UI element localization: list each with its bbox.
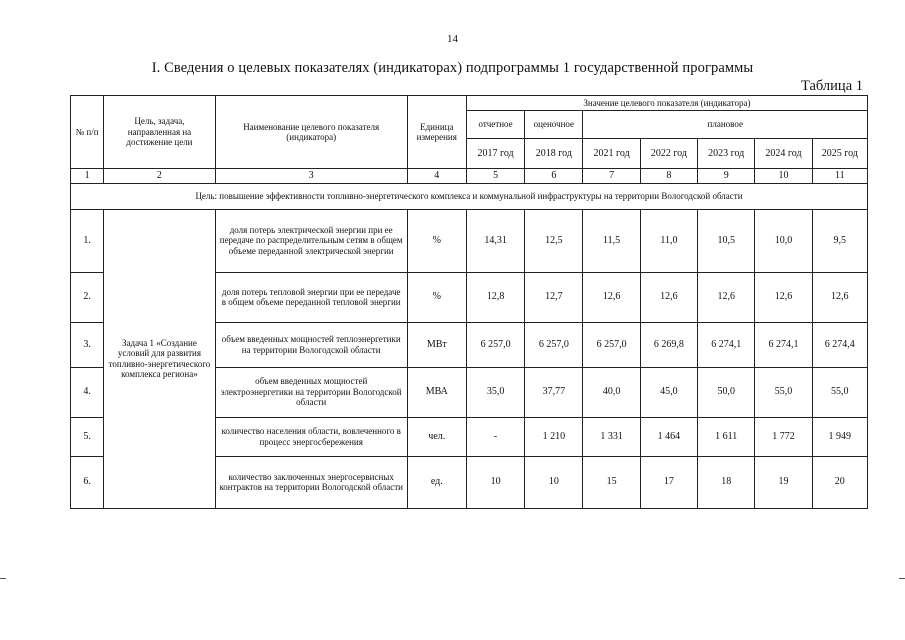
indicator-name: количество заключенных энергосервисных контрактов на территории Вологодской области <box>215 456 407 508</box>
indicator-unit: МВт <box>407 322 466 367</box>
value-cell: 12,6 <box>640 272 697 322</box>
header-no: № п/п <box>71 96 104 169</box>
column-number: 10 <box>755 169 812 184</box>
value-cell: 1 210 <box>525 417 583 456</box>
value-cell: 1 331 <box>583 417 640 456</box>
value-cell: 55,0 <box>755 367 812 417</box>
header-unit: Единица измерения <box>407 96 466 169</box>
value-cell: 1 464 <box>640 417 697 456</box>
value-cell: 6 257,0 <box>525 322 583 367</box>
value-cell: 1 772 <box>755 417 812 456</box>
value-cell: 6 274,4 <box>812 322 867 367</box>
column-number: 3 <box>215 169 407 184</box>
column-number: 8 <box>640 169 697 184</box>
value-cell: 14,31 <box>466 209 524 272</box>
task-cell: Задача 1 «Создание условий для развития топливно-энергетического комплекса региона» <box>104 209 216 508</box>
value-cell: 12,6 <box>812 272 867 322</box>
value-cell: 37,77 <box>525 367 583 417</box>
indicator-name: доля потерь тепловой энергии при ее передаче в общем объеме переданной тепловой энергии <box>215 272 407 322</box>
value-cell: - <box>466 417 524 456</box>
header-year: 2023 год <box>698 139 755 169</box>
row-number: 2. <box>71 272 104 322</box>
value-cell: 55,0 <box>812 367 867 417</box>
indicator-name: объем введенных мощностей теплоэнергетики на территории Вологодской области <box>215 322 407 367</box>
row-number: 4. <box>71 367 104 417</box>
header-indicator-name: Наименование целевого показателя (индикатора) <box>215 96 407 169</box>
value-cell: 9,5 <box>812 209 867 272</box>
header-year: 2022 год <box>640 139 697 169</box>
indicator-unit: % <box>407 272 466 322</box>
value-cell: 17 <box>640 456 697 508</box>
value-cell: 10 <box>525 456 583 508</box>
value-cell: 12,6 <box>583 272 640 322</box>
header-year: 2021 год <box>583 139 640 169</box>
value-cell: 12,6 <box>755 272 812 322</box>
column-number: 7 <box>583 169 640 184</box>
indicator-name: количество населения области, вовлеченного в процесс энергосбережения <box>215 417 407 456</box>
value-cell: 11,5 <box>583 209 640 272</box>
header-row-1 <box>71 96 868 111</box>
value-cell: 6 257,0 <box>583 322 640 367</box>
row-number: 5. <box>71 417 104 456</box>
row-number: 1. <box>71 209 104 272</box>
goal-row <box>71 183 868 209</box>
header-year: 2018 год <box>525 139 583 169</box>
column-number: 6 <box>525 169 583 184</box>
header-value-group: Значение целевого показателя (индикатора) <box>466 96 867 111</box>
value-cell: 12,8 <box>466 272 524 322</box>
column-number: 9 <box>698 169 755 184</box>
value-cell: 10,0 <box>755 209 812 272</box>
column-number: 2 <box>104 169 216 184</box>
value-cell: 18 <box>698 456 755 508</box>
scan-edge-mark <box>899 578 905 579</box>
document-heading: I. Сведения о целевых показателях (индикаторах) подпрограммы 1 государственной программы <box>151 60 754 76</box>
row-number: 3. <box>71 322 104 367</box>
header-reporting: отчетное <box>466 111 524 139</box>
value-cell: 10 <box>466 456 524 508</box>
value-cell: 1 949 <box>812 417 867 456</box>
header-year: 2024 год <box>755 139 812 169</box>
indicator-unit: ед. <box>407 456 466 508</box>
column-number: 5 <box>466 169 524 184</box>
column-number: 4 <box>407 169 466 184</box>
indicator-name: объем введенных мощностей электроэнергетики на территории Вологодской области <box>215 367 407 417</box>
goal-text: Цель: повышение эффективности топливно-энергетического комплекса и коммунальной инфраструктуры на территории Вологодской области <box>71 183 868 209</box>
table-label: Таблица 1 <box>800 78 863 94</box>
value-cell: 12,6 <box>698 272 755 322</box>
value-cell: 1 611 <box>698 417 755 456</box>
value-cell: 20 <box>812 456 867 508</box>
column-number: 1 <box>71 169 104 184</box>
header-goal: Цель, задача, направленная на достижение цели <box>104 96 216 169</box>
value-cell: 12,5 <box>525 209 583 272</box>
value-cell: 19 <box>755 456 812 508</box>
header-estimated: оценочное <box>525 111 583 139</box>
value-cell: 6 274,1 <box>698 322 755 367</box>
value-cell: 15 <box>583 456 640 508</box>
value-cell: 6 257,0 <box>466 322 524 367</box>
header-year: 2025 год <box>812 139 867 169</box>
value-cell: 45,0 <box>640 367 697 417</box>
table-row <box>71 209 868 272</box>
indicators-table <box>70 95 868 509</box>
indicator-name: доля потерь электрической энергии при ее передаче по распределительным сетям в общем объеме переданной электрической энергии <box>215 209 407 272</box>
header-year: 2017 год <box>466 139 524 169</box>
indicator-unit: чел. <box>407 417 466 456</box>
value-cell: 10,5 <box>698 209 755 272</box>
page-number: 14 <box>447 33 458 45</box>
value-cell: 12,7 <box>525 272 583 322</box>
header-planned: плановое <box>583 111 868 139</box>
value-cell: 6 269,8 <box>640 322 697 367</box>
value-cell: 6 274,1 <box>755 322 812 367</box>
value-cell: 50,0 <box>698 367 755 417</box>
indicator-unit: МВА <box>407 367 466 417</box>
column-numbers-row <box>71 169 868 184</box>
value-cell: 11,0 <box>640 209 697 272</box>
row-number: 6. <box>71 456 104 508</box>
column-number: 11 <box>812 169 867 184</box>
value-cell: 35,0 <box>466 367 524 417</box>
indicator-unit: % <box>407 209 466 272</box>
scan-edge-mark <box>0 578 6 579</box>
value-cell: 40,0 <box>583 367 640 417</box>
